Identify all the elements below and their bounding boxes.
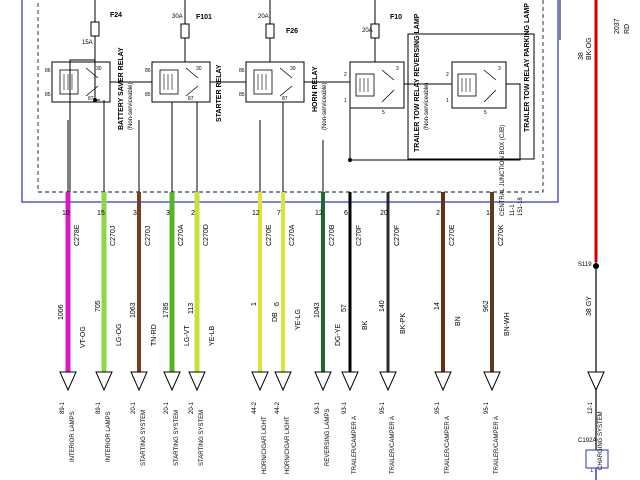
wire-circuit-0: 1006 <box>58 304 65 320</box>
wire-conn-11: C270K <box>498 224 505 246</box>
fuse-label-f24: F24 <box>110 12 123 19</box>
wire-conn-8: C270F <box>356 224 363 246</box>
wire-circuit-8: 57 <box>341 304 348 312</box>
right-connector-pin: 1 <box>590 468 594 474</box>
relay-note-trailer-tow-reversing: (Non-serviceable) <box>424 82 430 130</box>
wire-color-1: LG-OG <box>116 323 123 346</box>
relay-pin-5-e: 5 <box>484 110 487 116</box>
wire-pin-9: 20 <box>380 210 388 217</box>
relay-pin-85-c: 85 <box>239 92 245 98</box>
wire-circuit-2: 1063 <box>130 302 137 318</box>
wire-dest-num-0: 89-1 <box>60 401 66 414</box>
relay-pin-2-e: 2 <box>446 72 449 78</box>
relay-pin-85-a: 85 <box>45 92 51 98</box>
wire-dest-num-3: 20-1 <box>164 401 170 414</box>
wire-conn-4: C270D <box>203 224 210 246</box>
fuse-rating-f26: 20A <box>258 14 269 20</box>
bus-wire-gauge: 38 <box>578 52 585 60</box>
wire-pin-10: 2 <box>436 210 440 217</box>
module-sub-11-1: 11-1 <box>510 204 516 216</box>
wire-conn-1: C270J <box>110 225 117 246</box>
wire-dest-num-4: 20-1 <box>189 401 195 414</box>
wire-circuit-3: 1785 <box>163 302 170 318</box>
fuse-label-f101: F101 <box>196 14 212 21</box>
relay-pin-1-d: 1 <box>344 98 347 104</box>
wire-color-2: TN-RD <box>151 324 158 346</box>
relay-pin-2-d: 2 <box>344 72 347 78</box>
wire-pin-4: 2 <box>191 210 195 217</box>
wire-pin-7: 12 <box>315 210 323 217</box>
wire-color-4: YE-LB <box>209 325 216 346</box>
bus-wire-color: BK-OG <box>586 37 593 60</box>
wire-dest-8: TRAILER/CAMPER A <box>352 415 358 474</box>
relay-pin-30-b: 30 <box>196 66 202 72</box>
relay-label-horn: HORN RELAY <box>312 66 319 112</box>
wire-dest-num-10: 95-1 <box>435 401 441 414</box>
wire-color-6: YE-LG <box>295 308 302 330</box>
module-sub-151-18: 151-18 <box>518 197 524 216</box>
right-connector-id: C192A <box>578 438 597 444</box>
wire-color-7: DG-YE <box>335 323 342 346</box>
wire-circuit-4: 113 <box>188 302 195 314</box>
wire-circuit-1: 705 <box>95 300 102 312</box>
wire-dest-num-7: 93-1 <box>315 401 321 414</box>
bus-right-color: RD <box>624 23 631 34</box>
wire-pin-6: 7 <box>277 210 281 217</box>
wire-circuit-11: 962 <box>483 300 490 312</box>
wire-conn-3: C270A <box>178 224 185 246</box>
relay-pin-86-c: 86 <box>239 68 245 74</box>
relay-pin-3-e: 3 <box>498 66 501 72</box>
wire-color-3: LG-VT <box>184 325 191 346</box>
splice-id: S119 <box>578 262 592 268</box>
relay-pin-86-b: 86 <box>145 68 151 74</box>
wire-pin-2: 3 <box>133 210 137 217</box>
wire-dest-num-11: 95-1 <box>484 401 490 414</box>
relay-pin-87-c: 87 <box>282 96 288 102</box>
wire-color-11: BN-WH <box>504 312 511 336</box>
relay-label-battery-saver: BATTERY SAVER RELAY <box>118 47 125 130</box>
wire-conn-5: C270E <box>266 224 273 246</box>
wire-dest-7: REVERSING LAMPS <box>325 408 331 466</box>
wire-dest-2: STARTING SYSTEM <box>141 409 147 466</box>
relay-pin-87-b: 87 <box>188 96 194 102</box>
wire-dest-num-8: 93-1 <box>342 401 348 414</box>
wire-dest-0: INTERIOR LAMPS <box>70 411 76 462</box>
wire-conn-2: C270J <box>145 225 152 246</box>
wire-conn-6: C270A <box>289 224 296 246</box>
fuse-label-f10: F10 <box>390 14 403 21</box>
wire-pin-5: 12 <box>252 210 260 217</box>
relay-note-horn: (Non-serviceable) <box>322 82 328 130</box>
wire-dest-12: CHARGING SYSTEM <box>598 411 604 470</box>
relay-label-trailer-tow-reversing: TRAILER TOW RELAY REVERSING LAMP <box>414 13 421 152</box>
relay-pin-1-e: 1 <box>446 98 449 104</box>
wire-dest-num-1: 89-1 <box>96 401 102 414</box>
fuse-rating-f24: 15A <box>82 40 93 46</box>
wire-color-9: BK-PK <box>400 312 407 334</box>
wire-dest-3: STARTING SYSTEM <box>174 409 180 466</box>
wire-color-8: BK <box>362 320 369 330</box>
wire-color-0: VT-OG <box>80 326 87 348</box>
wire-pin-0: 10 <box>62 210 70 217</box>
relay-pin-86-a: 86 <box>45 68 51 74</box>
wire-dest-11: TRAILER/CAMPER A <box>494 415 500 474</box>
wire-dest-1: INTERIOR LAMPS <box>106 411 112 462</box>
wire-conn-0: C278E <box>74 224 81 246</box>
wire-dest-5: HORN/CIGAR LIGHT <box>262 416 268 474</box>
relay-note-battery-saver: (Non-serviceable) <box>128 82 134 130</box>
module-label-cjb: CENTRAL JUNCTION BOX (CJB) <box>500 124 506 216</box>
wire-color-5: DB <box>272 312 279 322</box>
wire-dest-4: STARTING SYSTEM <box>199 409 205 466</box>
wire-pin-3: 3 <box>166 210 170 217</box>
relay-pin-5-d: 5 <box>382 110 385 116</box>
wire-dest-6: HORN/CIGAR LIGHT <box>285 416 291 474</box>
wire-conn-7: C270B <box>329 224 336 246</box>
splice-wire: 38 GY <box>586 296 593 316</box>
wire-color-10: BN <box>455 316 462 326</box>
wire-conn-10: C270E <box>449 224 456 246</box>
relay-pin-87-a: 87 <box>88 96 94 102</box>
relay-label-starter: STARTER RELAY <box>216 64 223 122</box>
relay-pin-30-a: 30 <box>96 66 102 72</box>
wire-circuit-7: 1043 <box>314 302 321 318</box>
wire-dest-num-9: 95-1 <box>380 401 386 414</box>
wire-dest-num-2: 20-1 <box>131 401 137 414</box>
wire-circuit-10: 14 <box>434 302 441 310</box>
relay-pin-85-b: 85 <box>145 92 151 98</box>
wire-circuit-9: 140 <box>379 300 386 312</box>
wire-pin-11: 1 <box>486 210 490 217</box>
fuse-rating-f10: 20A <box>362 28 373 34</box>
relay-pin-30-c: 30 <box>290 66 296 72</box>
wire-conn-9: C270F <box>394 224 401 246</box>
wire-circuit-5: 1 <box>251 302 258 306</box>
wire-circuit-6: 6 <box>274 302 281 306</box>
fuse-rating-f101: 30A <box>172 14 183 20</box>
wire-dest-10: TRAILER/CAMPER A <box>445 415 451 474</box>
wire-pin-1: 15 <box>97 210 105 217</box>
fuse-label-f26: F26 <box>286 28 299 35</box>
relay-label-trailer-tow-parking: TRAILER TOW RELAY PARKING LAMP <box>524 3 531 132</box>
bus-circuit-number: 2037 <box>614 18 621 34</box>
wire-dest-9: TRAILER/CAMPER A <box>390 415 396 474</box>
wire-dest-num-5: 44-2 <box>252 401 258 414</box>
wire-dest-num-12: 12-1 <box>588 401 594 414</box>
wire-dest-num-6: 44-2 <box>275 401 281 414</box>
wire-pin-8: 6 <box>344 210 348 217</box>
relay-pin-3-d: 3 <box>396 66 399 72</box>
